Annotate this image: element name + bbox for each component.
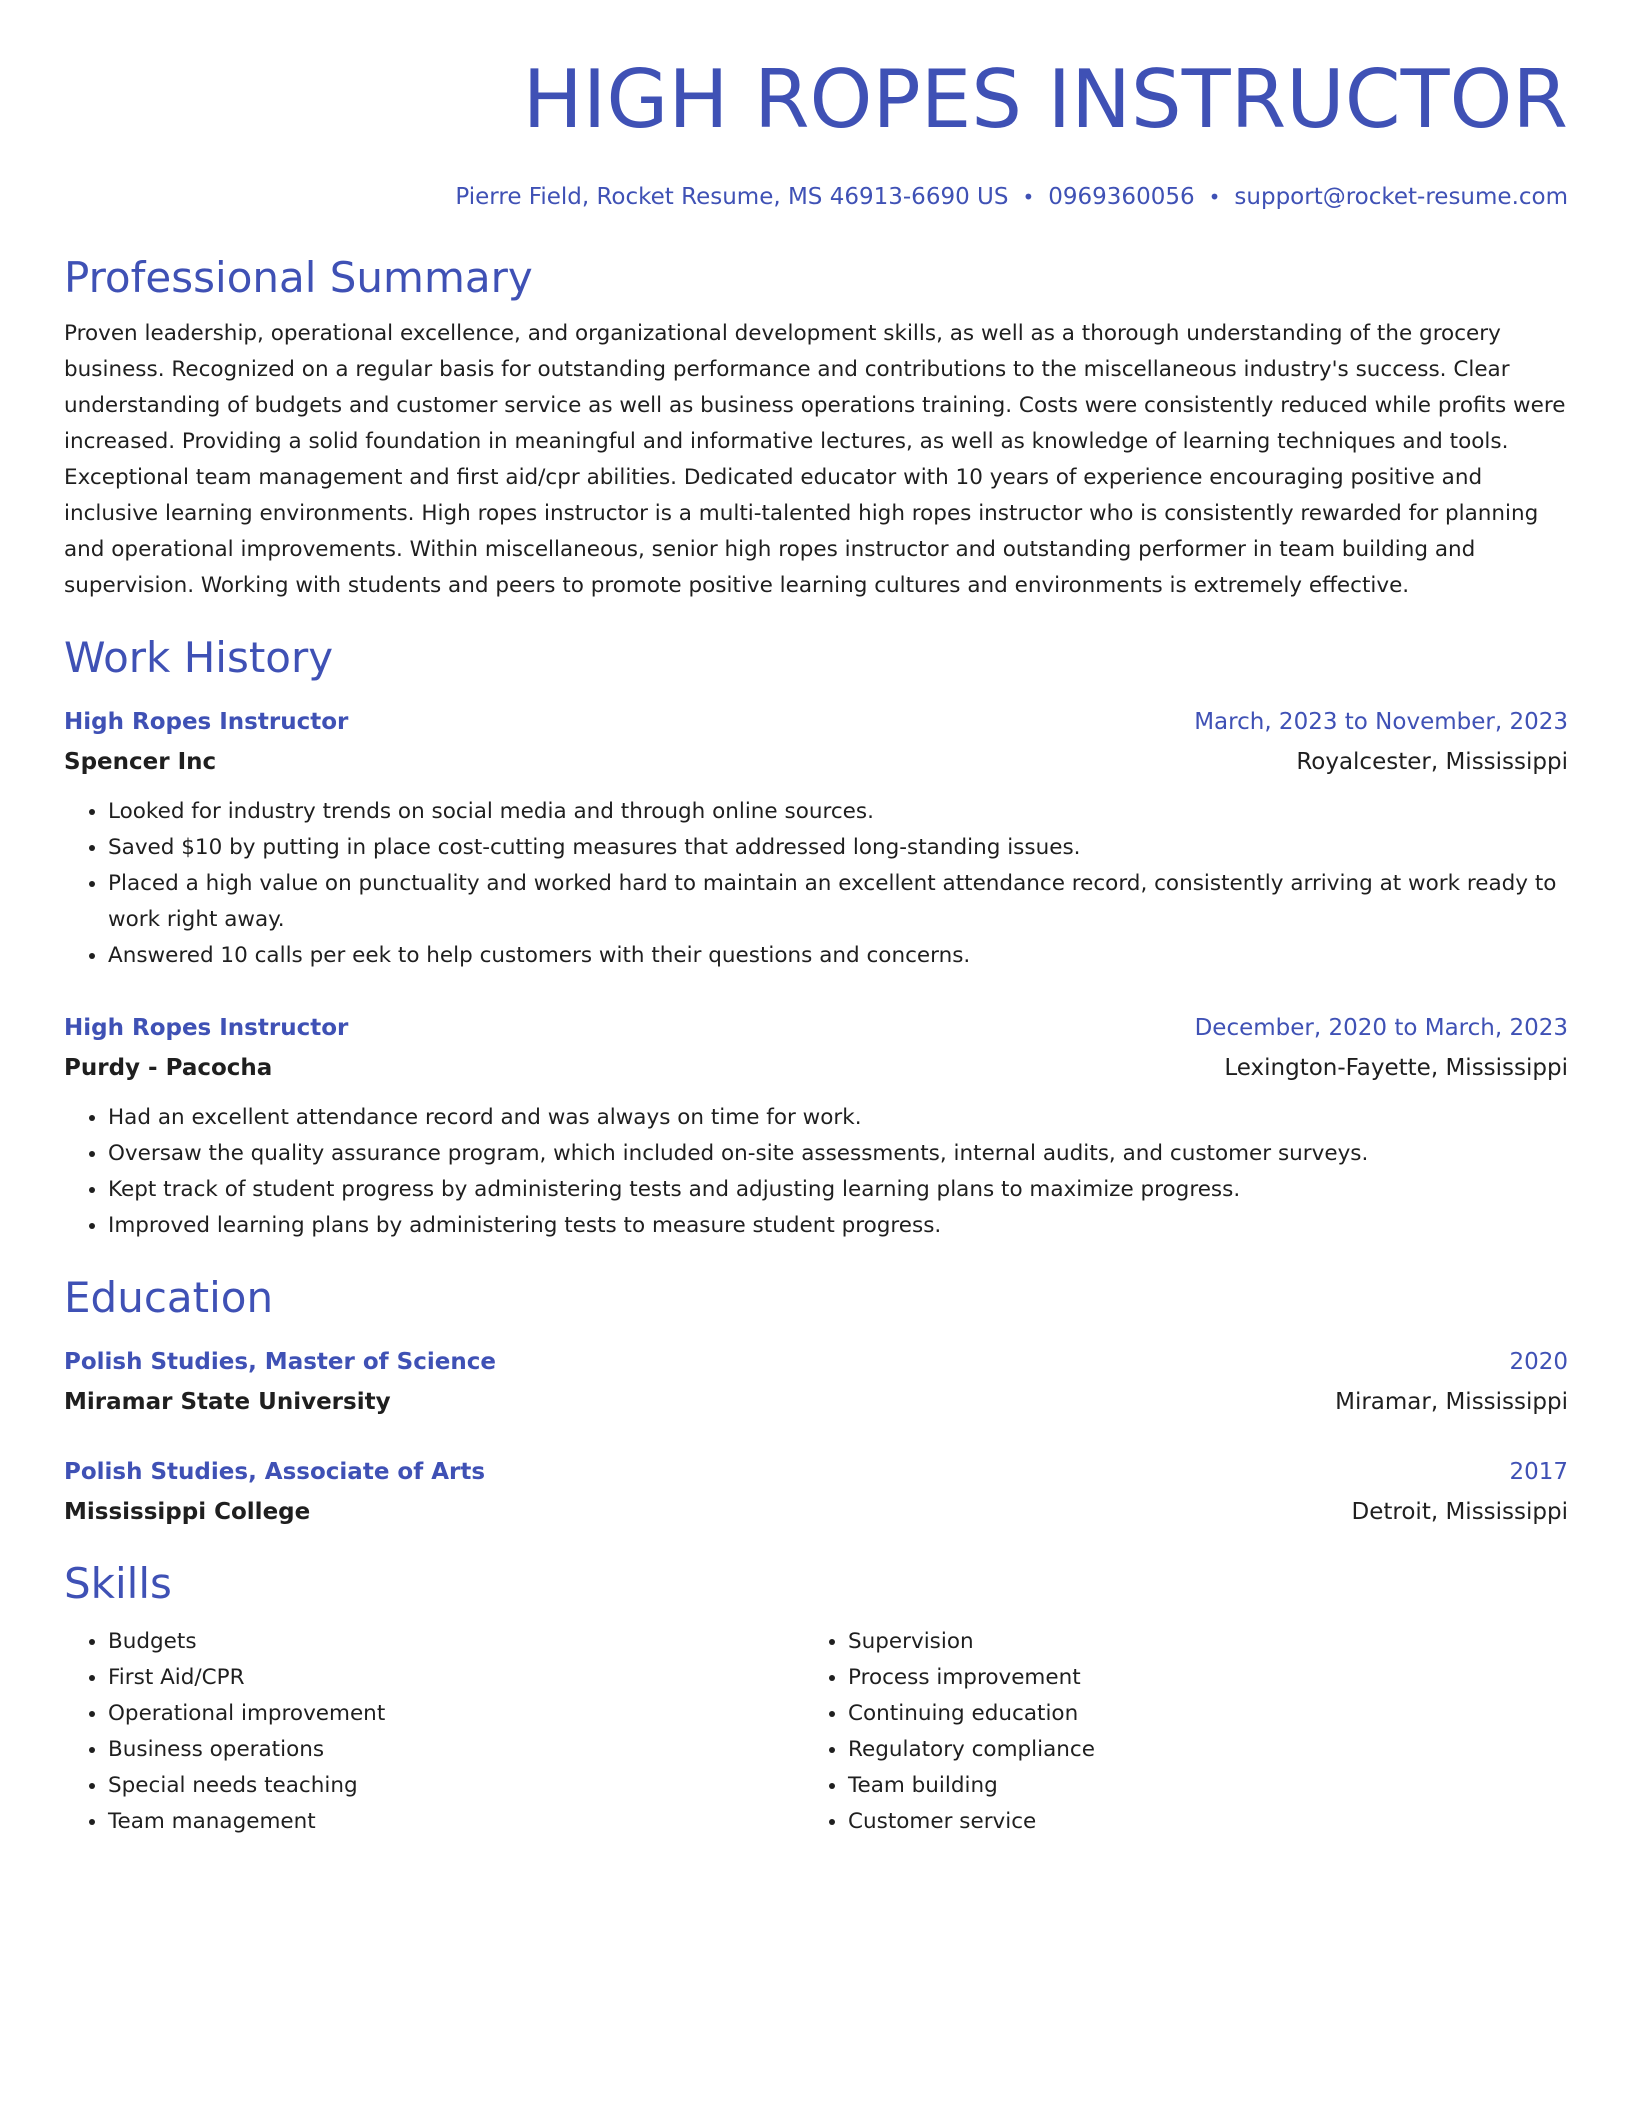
summary-heading: Professional Summary	[64, 253, 533, 302]
education-school: Mississippi College	[64, 1499, 311, 1525]
skill-item: • Supervision	[848, 1624, 1544, 1660]
education-location: Detroit, Mississippi	[1351, 1499, 1568, 1525]
skill-item: • Team building	[848, 1768, 1544, 1804]
skill-item: • First Aid/CPR	[108, 1660, 804, 1696]
skill-item: • Special needs teaching	[108, 1768, 804, 1804]
list-item: • Answered 10 calls per eek to help customers with their questions and concerns.	[108, 938, 1568, 974]
contact-phone: 0969360056	[1048, 184, 1195, 210]
job-location: Royalcester, Mississippi	[1296, 749, 1568, 775]
skill-item: • Budgets	[108, 1624, 804, 1660]
job-bullets	[64, 794, 1568, 974]
education-location: Miramar, Mississippi	[1335, 1389, 1568, 1415]
job-dates: December, 2020 to March, 2023	[1194, 1015, 1568, 1041]
education-heading: Education	[64, 1273, 274, 1322]
education-year: 2017	[1509, 1459, 1568, 1485]
job-entry	[64, 1008, 1568, 1244]
skill-item: • Team management	[108, 1804, 804, 1840]
education-degree: Polish Studies, Master of Science	[64, 1349, 496, 1375]
skill-item: • Operational improvement	[108, 1696, 804, 1732]
page-title: HIGH ROPES INSTRUCTOR	[522, 53, 1568, 146]
list-item: • Placed a high value on punctuality and worked hard to maintain an excellent attendance record, consistently arriving at work ready to work right away.	[108, 866, 1568, 938]
job-company: Purdy - Pacocha	[64, 1055, 273, 1081]
job-location: Lexington-Fayette, Mississippi	[1224, 1055, 1568, 1081]
education-school: Miramar State University	[64, 1389, 391, 1415]
list-item: • Improved learning plans by administering tests to measure student progress.	[108, 1208, 1568, 1244]
job-company: Spencer Inc	[64, 749, 217, 775]
contact-line	[64, 182, 1568, 212]
work-history-heading: Work History	[64, 633, 334, 682]
skill-item: • Customer service	[848, 1804, 1544, 1840]
list-item: • Had an excellent attendance record and was always on time for work.	[108, 1100, 1568, 1136]
education-year: 2020	[1509, 1349, 1568, 1375]
list-item: • Kept track of student progress by administering tests and adjusting learning plans to maximize progress.	[108, 1172, 1568, 1208]
skill-item: • Business operations	[108, 1732, 804, 1768]
job-role: High Ropes Instructor	[64, 1015, 349, 1041]
list-item: • Looked for industry trends on social media and through online sources.	[108, 794, 1568, 830]
skills-heading: Skills	[64, 1559, 172, 1608]
contact-address: Pierre Field, Rocket Resume, MS 46913-6690 US	[455, 184, 1009, 210]
education-entry	[64, 1452, 1568, 1532]
job-dates: March, 2023 to November, 2023	[1194, 709, 1568, 735]
skills-list-left	[64, 1624, 804, 1840]
skill-item: • Regulatory compliance	[848, 1732, 1544, 1768]
skill-item: • Process improvement	[848, 1660, 1544, 1696]
contact-separator: •	[1208, 185, 1221, 209]
skill-item: • Continuing education	[848, 1696, 1544, 1732]
education-entry	[64, 1342, 1568, 1422]
contact-separator: •	[1022, 185, 1035, 209]
job-entry	[64, 702, 1568, 974]
education-degree: Polish Studies, Associate of Arts	[64, 1459, 486, 1485]
list-item: • Saved $10 by putting in place cost-cutting measures that addressed long-standing issues.	[108, 830, 1568, 866]
job-role: High Ropes Instructor	[64, 709, 349, 735]
skills-list-right	[804, 1624, 1544, 1840]
summary-text: Proven leadership, operational excellence, and organizational development skills, as well as a thorough understanding of the grocery business. Recognized on a regular basis for outstanding performance and contributions to the miscellaneous industry's success. Clear understanding of budgets and customer service as well as business operations training. Costs were consistently reduced while profits were increased. Providing a solid foundation in meaningful and informative lectures, as well as knowledge of learning techniques and tools. Exceptional team management and first aid/cpr abilities. Dedicated educator with 10 years of experience encouraging positive and inclusive learning environments. High ropes instructor is a multi-talented high ropes instructor who is consistently rewarded for planning and operational improvements. Within miscellaneous, senior high ropes instructor and outstanding performer in team building and supervision. Working with students and peers to promote positive learning cultures and environments is extremely effective.	[64, 321, 1566, 598]
resume-header	[64, 52, 1568, 212]
job-bullets	[64, 1100, 1568, 1244]
list-item: • Oversaw the quality assurance program, which included on-site assessments, internal audits, and customer surveys.	[108, 1136, 1568, 1172]
skills-columns	[64, 1624, 1568, 1840]
contact-email[interactable]: support@rocket-resume.com	[1234, 184, 1568, 210]
